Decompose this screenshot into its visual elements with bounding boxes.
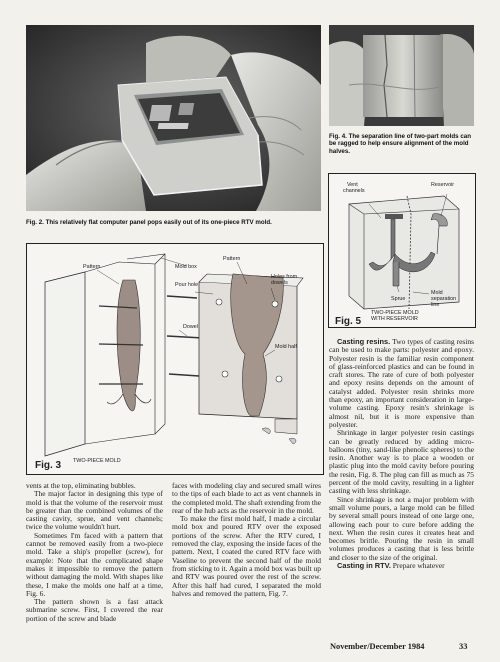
fig5-number: Fig. 5 <box>335 316 362 327</box>
fig3-title: TWO-PIECE MOLD <box>73 458 121 464</box>
paragraph: The major factor in designing this type of mold is that the volume of the reservoir must be greater than the combined volumes of the casting cavity, sprue, and vent channels; twice the volume wouldn't hurt. <box>26 489 163 532</box>
paragraph: Since shrinkage is not a major problem with small volume pours, a large mold can be filled by several small pours instead of one large one, allowing each pour to cure before adding the next. When the resin cures it creates heat and becomes brittle. Pouring the resin in small volumes produces a casting that is less brittle and closer to the size of the original. <box>329 494 474 562</box>
fig4-caption: Fig. 4. The separation line of two-part molds can be ragged to help ensure alignment of the mold halves. <box>329 133 471 155</box>
fig5-diagram <box>328 173 476 328</box>
paragraph: vents at the top, eliminating bubbles. <box>26 481 136 490</box>
paragraph: Casting resins. Two types of casting resins can be used to make parts: polyester and epoxy. Polyester resin is the familiar resin component of glass-reinforced plastics and can be found in craft stores. The rate of cure of both polyester and epoxy resins depends on the amount of catalyst added. Polyester resin shrinks more than epoxy, an important consideration in large-volume casting. Epoxy resin's shrinkage is almost nil, but it is more expensive than polyester. <box>329 337 474 429</box>
footer-issue: November/December 1984 <box>330 642 425 651</box>
fig5-label-sprue: Sprue <box>391 296 406 302</box>
subheading-casting-in-rtv: Casting in RTV. <box>337 561 391 571</box>
hands-with-mold-photo <box>26 25 321 211</box>
fig3-label-dowels: dowels <box>271 280 288 286</box>
paragraph: Shrinkage in larger polyester resin castings can be greatly reduced by adding micro-balloons (tiny, sand-like phenolic spheres) to the resin. Another way is to place a wooden or plastic plug into the mold cavity before pouring the resin, Fig. 8. The plug can fill as much as 75 percent of the mold cavity, resulting in a lighter casting with less shrinkage. <box>329 428 474 496</box>
fig3-label-dowel: Dowel <box>183 324 198 330</box>
anchor-mold-drawing <box>329 174 475 327</box>
fig5-label-mold: Mold <box>431 290 443 296</box>
column-left <box>26 482 163 623</box>
footer-page-number: 33 <box>459 642 468 651</box>
fig2-caption: Fig. 2. This relatively flat computer panel pops easily out of its one-piece RTV mold. <box>26 219 272 226</box>
fig3-label-holes-from: Holes from <box>271 274 298 280</box>
fig3-label-mold-box: Mold box <box>175 264 197 270</box>
subheading-casting-resins: Casting resins. <box>337 337 391 346</box>
fig2-photo <box>26 25 321 211</box>
column-right <box>329 338 474 570</box>
paragraph: faces with modeling clay and secured small wires to the tips of each blade to act as vent channels in the completed mold. The shaft extending from the rear of the hub acts as the reservoir in the mold. <box>172 481 321 515</box>
fig3-number: Fig. 3 <box>35 460 62 471</box>
two-part-mold-photo <box>329 25 474 126</box>
fig5-label-separation: separation <box>431 296 457 302</box>
fig5-label-channels: channels <box>343 188 365 194</box>
fig5-title-line1: TWO-PIECE MOLD <box>371 310 419 316</box>
fig5-label-reservoir: Reservoir <box>431 182 455 188</box>
fig3-label-mold-half: Mold half <box>275 344 297 350</box>
fig3-label-pour-hole: Pour hole <box>175 282 199 288</box>
fig3-label-pattern-right: Pattern <box>223 256 241 262</box>
fig3-diagram <box>26 243 324 475</box>
column-middle <box>172 482 321 598</box>
fig5-title-line2: WITH RESERVOIR <box>371 316 418 322</box>
paragraph: To make the first mold half, I made a circular mold box and poured RTV over the exposed portions of the screw. After the RTV cured, I removed the clay, exposing the inside faces of the pattern. Next, I coated the cured RTV face with Vaseline to prevent the second half of the mold from sticking to it. Again a mold box was built up and RTV was poured over the rest of the screw. After this half had cured, I separated the mold halves and removed the pattern, Fig. 7. <box>172 514 321 598</box>
paragraph: Sometimes I'm faced with a pattern that cannot be removed easily from a two-piece mold. Take a ship's propeller (screw), for example: Note that the complicated shape makes it impossible to remove the pattern without damaging the mold. With shapes like these, I make the molds one half at a time, Fig. 6. <box>26 530 163 598</box>
paragraph: The pattern shown is a fast attack submarine screw. First, I covered the rear portion of the screw and blade <box>26 597 163 623</box>
fig5-label-line: line <box>431 302 440 308</box>
fig4-photo <box>329 25 474 126</box>
paragraph: Casting in RTV. Prepare whatever <box>337 561 445 571</box>
fig3-label-pattern-left: Pattern <box>83 264 101 270</box>
fig5-label-vent: Vent <box>347 182 358 188</box>
